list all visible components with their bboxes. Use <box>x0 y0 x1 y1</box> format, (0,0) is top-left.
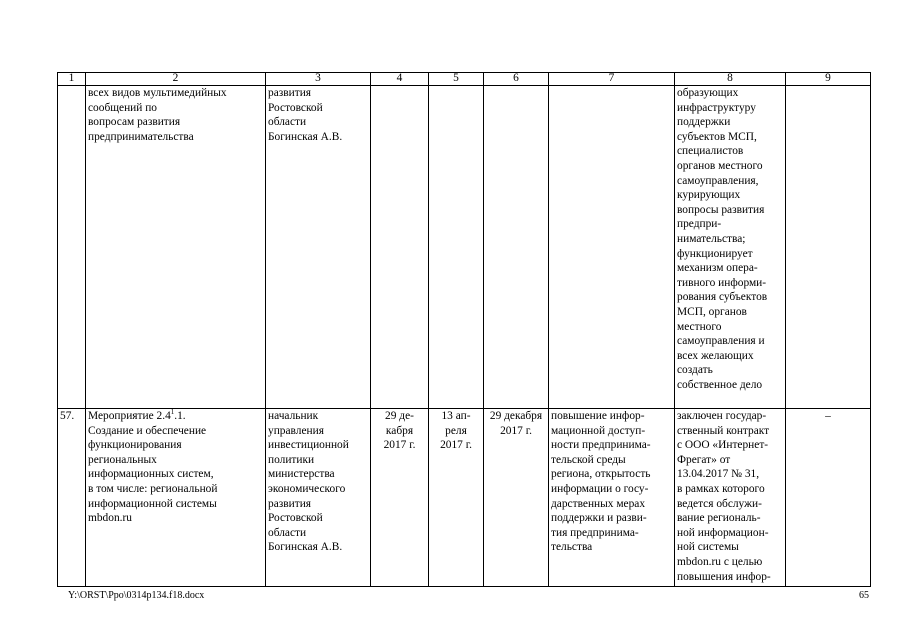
text-line: предпри- <box>677 218 722 231</box>
text-line: самоуправления, <box>677 174 759 187</box>
text-line: ственный контракт <box>677 424 770 437</box>
text-line: собственное дело <box>677 378 763 391</box>
text-line: информации о госу- <box>551 482 649 495</box>
file-path: Y:\ORST\Ppo\0314p134.f18.docx <box>68 590 205 601</box>
text-line: 13.04.2017 № 31, <box>677 468 760 481</box>
text-line: Богинская А.В. <box>268 130 343 143</box>
actual-result-cell <box>675 86 786 409</box>
header-cell: 6 <box>484 73 549 86</box>
text-line: области <box>268 116 307 129</box>
event-name-cell <box>86 409 266 587</box>
text-line: с ООО «Интернет- <box>677 439 769 452</box>
document-table <box>57 72 871 587</box>
header-row <box>58 73 871 86</box>
text-line: субъектов МСП, <box>677 130 757 143</box>
text-line: вопросы развития <box>677 203 765 216</box>
responsible-cell <box>266 86 371 409</box>
text-line: развития <box>268 87 312 99</box>
end-date-cell <box>484 409 549 587</box>
text-line: образующих <box>677 87 739 99</box>
text-line: региона, открытость <box>551 468 651 481</box>
text-line: функционирования <box>88 439 182 452</box>
text-line: управления <box>268 424 324 437</box>
text-line: 2017 г. <box>383 439 416 452</box>
page-number: 65 <box>859 590 869 601</box>
text-line: дарственных мерах <box>551 497 646 510</box>
text-line: развития <box>268 497 312 510</box>
text-line: механизм опера- <box>677 262 758 275</box>
text-line: тельской среды <box>551 453 626 466</box>
text-line: нимательства; <box>677 232 746 245</box>
reason-cell <box>786 86 871 409</box>
text-line: mbdon.ru <box>88 512 132 525</box>
text-line: инвестиционной <box>268 439 349 452</box>
expected-result-cell <box>549 409 675 587</box>
text-line: рования субъектов <box>677 291 768 304</box>
text-line: министерства <box>268 468 335 481</box>
text-line: информационных систем, <box>88 468 214 481</box>
text-line: мационной доступ- <box>551 424 646 437</box>
text-line: поддержки <box>677 116 731 129</box>
text-line: всех желающих <box>677 349 754 362</box>
text-line: ной системы <box>677 541 739 554</box>
text-line: 2017 г. <box>500 424 532 437</box>
text-line: информационной системы <box>88 497 217 510</box>
text-line: функционирует <box>677 247 753 260</box>
table-row <box>58 86 871 409</box>
text-line: mbdon.ru с целью <box>677 555 763 568</box>
event-title: Мероприятие $2.4^1.1$. <box>88 408 186 422</box>
text-line: вание региональ- <box>677 512 761 525</box>
text-line: поддержки и разви- <box>551 512 647 525</box>
text-line: местного <box>677 320 722 333</box>
header-cell: 3 <box>266 73 371 86</box>
text-line: экономического <box>268 482 346 495</box>
text-line: МСП, органов <box>677 305 747 318</box>
text-line: области <box>268 526 307 539</box>
header-cell: 5 <box>429 73 484 86</box>
text-line: Богинская А.В. <box>268 541 343 554</box>
text-line: политики <box>268 453 315 466</box>
text-line: курирующих <box>677 189 741 202</box>
text-line: ной информацион- <box>677 526 769 539</box>
header-cell: 8 <box>675 73 786 86</box>
text-line: сообщений по <box>88 101 157 114</box>
actual-start-cell <box>429 409 484 587</box>
table-row <box>58 409 871 587</box>
text-line: самоуправления и <box>677 335 765 348</box>
header-cell: 7 <box>549 73 675 86</box>
planned-start-cell <box>371 86 429 409</box>
text-line: повышения инфор- <box>677 570 771 583</box>
text-line: тивного информи- <box>677 276 767 289</box>
row-number-cell <box>58 86 86 409</box>
text-line: кабря <box>385 424 414 437</box>
header-cell: 2 <box>86 73 266 86</box>
text-line: Ростовской <box>268 101 323 114</box>
actual-start-cell <box>429 86 484 409</box>
text-line: региональных <box>88 453 157 466</box>
text-line: повышение инфор- <box>551 410 645 422</box>
text-line: 2017 г. <box>440 439 472 452</box>
text-line: начальник <box>268 410 319 422</box>
text-line: 13 ап- <box>441 410 471 422</box>
text-line: вопросам развития <box>88 116 181 129</box>
text-line: всех видов мультимедийных <box>88 87 227 99</box>
text-line: заключен государ- <box>677 410 767 422</box>
text-line: специалистов <box>677 145 744 158</box>
text-line: реля <box>445 424 467 437</box>
text-line: тия предпринима- <box>551 526 639 539</box>
responsible-cell <box>266 409 371 587</box>
text-line: Ростовской <box>268 512 323 525</box>
text-line: в том числе: региональной <box>88 482 218 495</box>
event-name-cell <box>86 86 266 409</box>
row-number-cell: 57. <box>58 409 86 587</box>
actual-result-cell <box>675 409 786 587</box>
text-line: ности предпринима- <box>551 439 651 452</box>
text-line: органов местного <box>677 159 763 172</box>
text-line: 29 декабря <box>489 410 543 422</box>
text-line: 29 де- <box>385 410 414 422</box>
header-cell: 9 <box>786 73 871 86</box>
reason-cell: – <box>786 409 871 587</box>
text-line: предпринимательства <box>88 130 194 143</box>
text-line: в рамках которого <box>677 482 765 495</box>
planned-start-cell <box>371 409 429 587</box>
text-line: инфраструктуру <box>677 101 756 114</box>
end-date-cell <box>484 86 549 409</box>
text-line: ведется обслужи- <box>677 497 762 510</box>
text-line: Фрегат» от <box>677 453 731 466</box>
expected-result-cell <box>549 86 675 409</box>
header-cell: 1 <box>58 73 86 86</box>
text-line: создать <box>677 364 713 377</box>
header-cell: 4 <box>371 73 429 86</box>
text-line: Создание и обеспечение <box>88 424 207 437</box>
text-line: тельства <box>551 541 593 554</box>
